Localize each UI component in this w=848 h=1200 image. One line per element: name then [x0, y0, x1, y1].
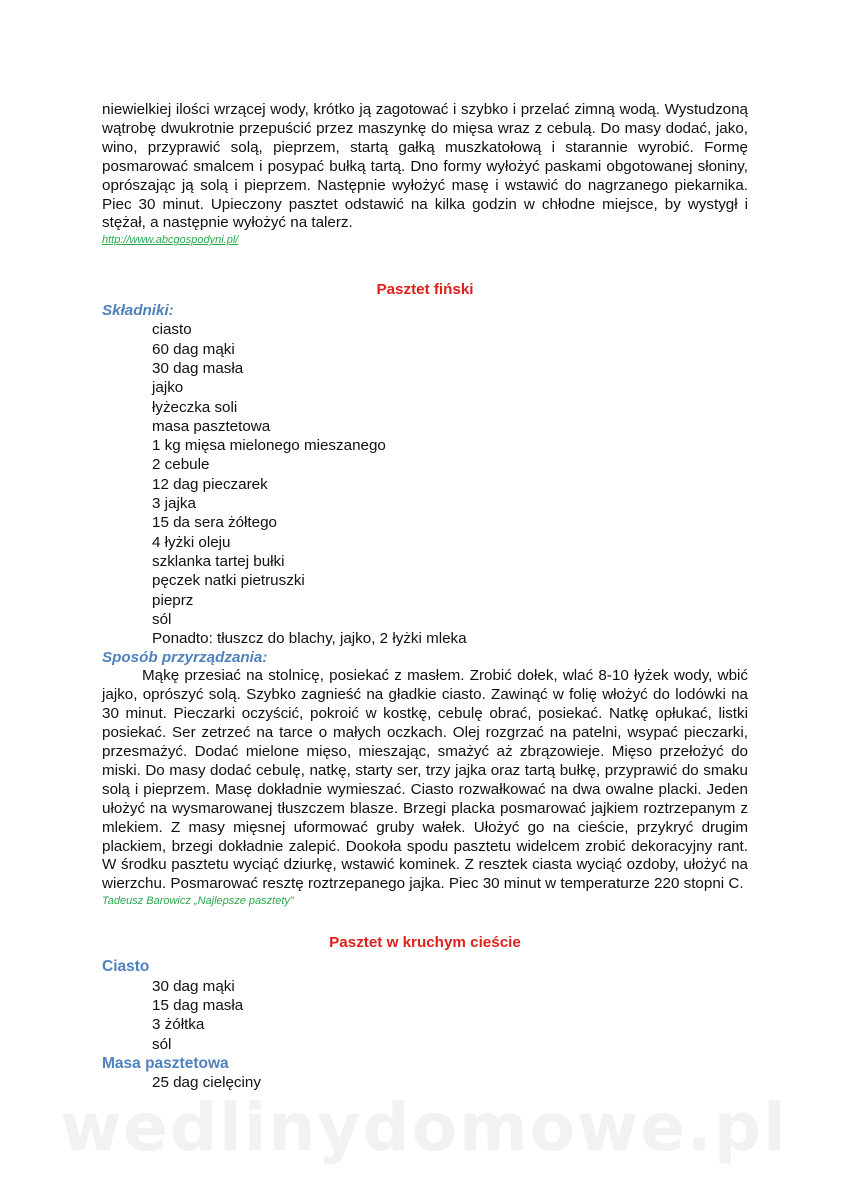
- list-item: 3 jajka: [152, 495, 196, 513]
- list-item: 30 dag masła: [152, 359, 244, 377]
- list-item: pęczek natki pietruszki: [152, 572, 305, 590]
- intro-paragraph: niewielkiej ilości wrzącej wody, krótko ją zagotować i szybko i przelać zimną wodą. Wystudzoną wątrobę dwukrotnie przepuścić przez maszynkę do mięsa wraz z cebulą. Do masy dodać, jako, wino, przyprawić solą, pieprzem, startą gałką muszkatołową i starannie wyrobić. Formę posmarować smalcem i posypać bułką tartą. Dno formy wyłożyć paskami obgotowanej słoniny, oprószając ją solą i pieprzem. Następnie wyłożyć masę i wstawić do nagrzanego piekarnika. Piec 30 minut. Upieczony pasztet odstawić na kilka godzin w chłodne miejsce, by wystygł i stężał, a następnie wyłożyć na talerz.: [102, 101, 748, 232]
- dough-heading: Ciasto: [102, 958, 150, 976]
- list-item: 1 kg mięsa mielonego mieszanego: [152, 437, 386, 455]
- list-item: sól: [152, 610, 172, 628]
- list-item: masa pasztetowa: [152, 417, 271, 435]
- ingredients-list: [102, 320, 748, 648]
- list-item: szklanka tartej bułki: [152, 552, 285, 570]
- mass-list: [102, 1073, 748, 1092]
- document-page: [102, 101, 748, 1093]
- list-item: sól: [152, 1035, 172, 1053]
- source-citation: Tadeusz Barowicz „Najlepsze pasztety”: [102, 895, 294, 908]
- list-item: ciasto: [152, 321, 192, 339]
- list-item: łyżeczka soli: [152, 398, 238, 416]
- list-item: 60 dag mąki: [152, 340, 235, 358]
- ingredients-heading: Składniki:: [102, 302, 174, 320]
- list-item: 4 łyżki oleju: [152, 533, 231, 551]
- list-item: pieprz: [152, 591, 194, 609]
- list-item: 12 dag pieczarek: [152, 475, 268, 493]
- watermark: wedlinydomowe.pl: [60, 1089, 788, 1166]
- list-item: jajko: [152, 379, 184, 397]
- mass-heading: Masa pasztetowa: [102, 1054, 229, 1072]
- recipe-title-pasztet-finski: Pasztet fiński: [376, 281, 474, 299]
- method-heading: Sposób przyrządzania:: [102, 649, 268, 667]
- list-item: 25 dag cielęciny: [152, 1074, 261, 1092]
- list-item: Ponadto: tłuszcz do blachy, jajko, 2 łyżki mleka: [152, 630, 467, 648]
- dough-list: [102, 977, 748, 1054]
- list-item: 15 da sera żółtego: [152, 514, 277, 532]
- list-item: 30 dag mąki: [152, 977, 235, 995]
- recipe-title-pasztet-w-kruchym-ciescie: Pasztet w kruchym cieście: [329, 934, 521, 952]
- list-item: 3 żółtka: [152, 1016, 205, 1034]
- source-link[interactable]: http://www.abcgospodyni.pl/: [102, 234, 239, 247]
- list-item: 2 cebule: [152, 456, 210, 474]
- list-item: 15 dag masła: [152, 997, 244, 1015]
- method-paragraph: Mąkę przesiać na stolnicę, posiekać z masłem. Zrobić dołek, wlać 8-10 łyżek wody, wbić jajko, oprószyć solą. Szybko zagnieść na gładkie ciasto. Zawinąć w folię włożyć do lodówki na 30 minut. Pieczarki oczyścić, pokroić w kostkę, cebulę obrać, posiekać. Natkę opłukać, listki posiekać. Ser zetrzeć na tarce o małych oczkach. Olej rozgrzać na patelni, wsypać pieczarki, przesmażyć. Dodać mielone mięso, mieszając, smażyć aż zbrązowieje. Mięso przełożyć do miski. Do masy dodać cebulę, natkę, starty ser, trzy jajka oraz tartą bułkę, przyprawić do smaku solą i pieprzem. Masę dokładnie wymieszać. Ciasto rozwałkować na dwa owalne placki. Jeden ułożyć na wysmarowanej tłuszczem blasze. Brzegi placka posmarować jajkiem roztrzepanym z mlekiem. Z masy mięsnej uformować gruby wałek. Ułożyć go na cieście, przykryć drugim plackiem, brzegi dokładnie zalepić. Dookoła spodu pasztetu widelcem zrobić dekoracyjny rant. W środku pasztetu wyciąć dziurkę, wstawić kominek. Z resztek ciasta wyciąć ozdoby, ułożyć na wierzchu. Posmarować resztę roztrzepanego jajka. Piec 30 minut w temperaturze 220 stopni C.: [102, 667, 748, 893]
